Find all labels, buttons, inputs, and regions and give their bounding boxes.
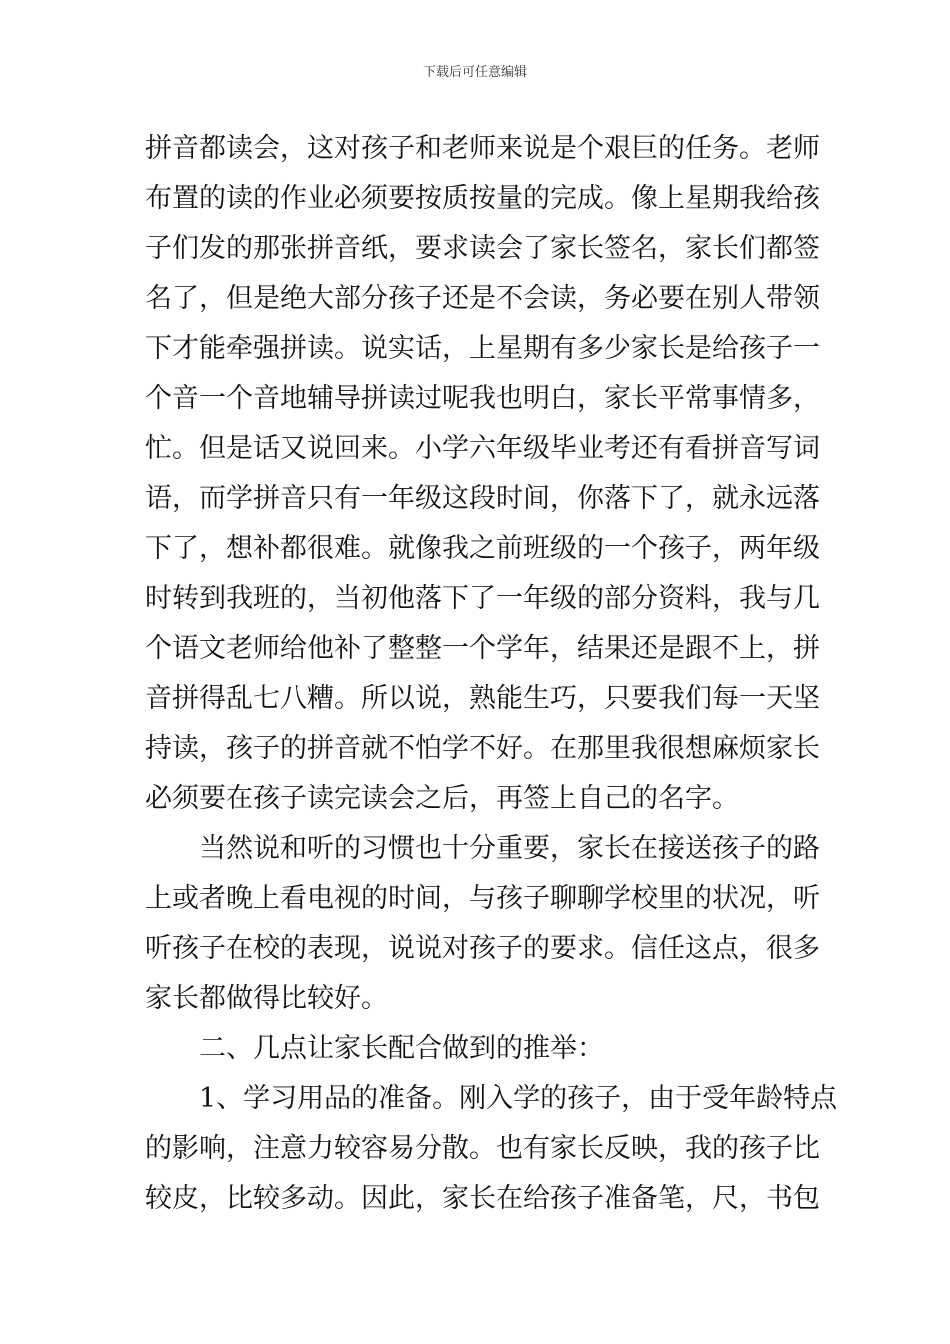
document-body — [145, 124, 838, 1224]
text-line: 较皮，比较多动。因此，家长在给孩子准备笔，尺，书包 — [145, 1183, 820, 1214]
text-line: 上或者晚上看电视的时间，与孩子聊聊学校里的状况，听 — [145, 883, 820, 914]
paragraph-first-line: 1、学习用品的准备。刚入学的孩子，由于受年龄特点 — [199, 1083, 838, 1114]
text-line: 听孩子在校的表现，说说对孩子的要求。信任这点，很多 — [145, 933, 820, 964]
text-line: 持读，孩子的拼音就不怕学不好。在那里我很想麻烦家长 — [145, 733, 820, 764]
paragraph-first-line: 当然说和听的习惯也十分重要，家长在接送孩子的路 — [199, 833, 820, 864]
page-header: 下载后可任意编辑 — [422, 65, 527, 80]
text-line: 的影响，注意力较容易分散。也有家长反映，我的孩子比 — [145, 1133, 820, 1164]
text-line: 个音一个音地辅导拼读过呢我也明白，家长平常事情多， — [145, 383, 820, 414]
text-line: 音拼得乱七八糟。所以说，熟能生巧，只要我们每一天坚 — [145, 683, 820, 714]
text-line: 个语文老师给他补了整整一个学年，结果还是跟不上，拼 — [145, 633, 820, 664]
text-line: 语，而学拼音只有一年级这段时间，你落下了，就永远落 — [145, 483, 820, 514]
text-line: 下才能牵强拼读。说实话，上星期有多少家长是给孩子一 — [145, 333, 820, 364]
text-line: 拼音都读会，这对孩子和老师来说是个艰巨的任务。老师 — [145, 133, 820, 164]
text-line: 忙。但是话又说回来。小学六年级毕业考还有看拼音写词 — [145, 433, 820, 464]
text-line: 名了，但是绝大部分孩子还是不会读，务必要在别人带领 — [145, 283, 820, 314]
section-heading: 二、几点让家长配合做到的推举： — [199, 1033, 604, 1064]
text-line: 布置的读的作业必须要按质按量的完成。像上星期我给孩 — [145, 183, 820, 214]
text-line: 时转到我班的，当初他落下了一年级的部分资料，我与几 — [145, 583, 820, 614]
text-line: 家长都做得比较好。 — [145, 983, 388, 1014]
text-line: 下了，想补都很难。就像我之前班级的一个孩子，两年级 — [145, 533, 820, 564]
text-line: 必须要在孩子读完读会之后，再签上自己的名字。 — [145, 783, 739, 814]
text-line: 子们发的那张拼音纸，要求读会了家长签名，家长们都签 — [145, 233, 820, 264]
